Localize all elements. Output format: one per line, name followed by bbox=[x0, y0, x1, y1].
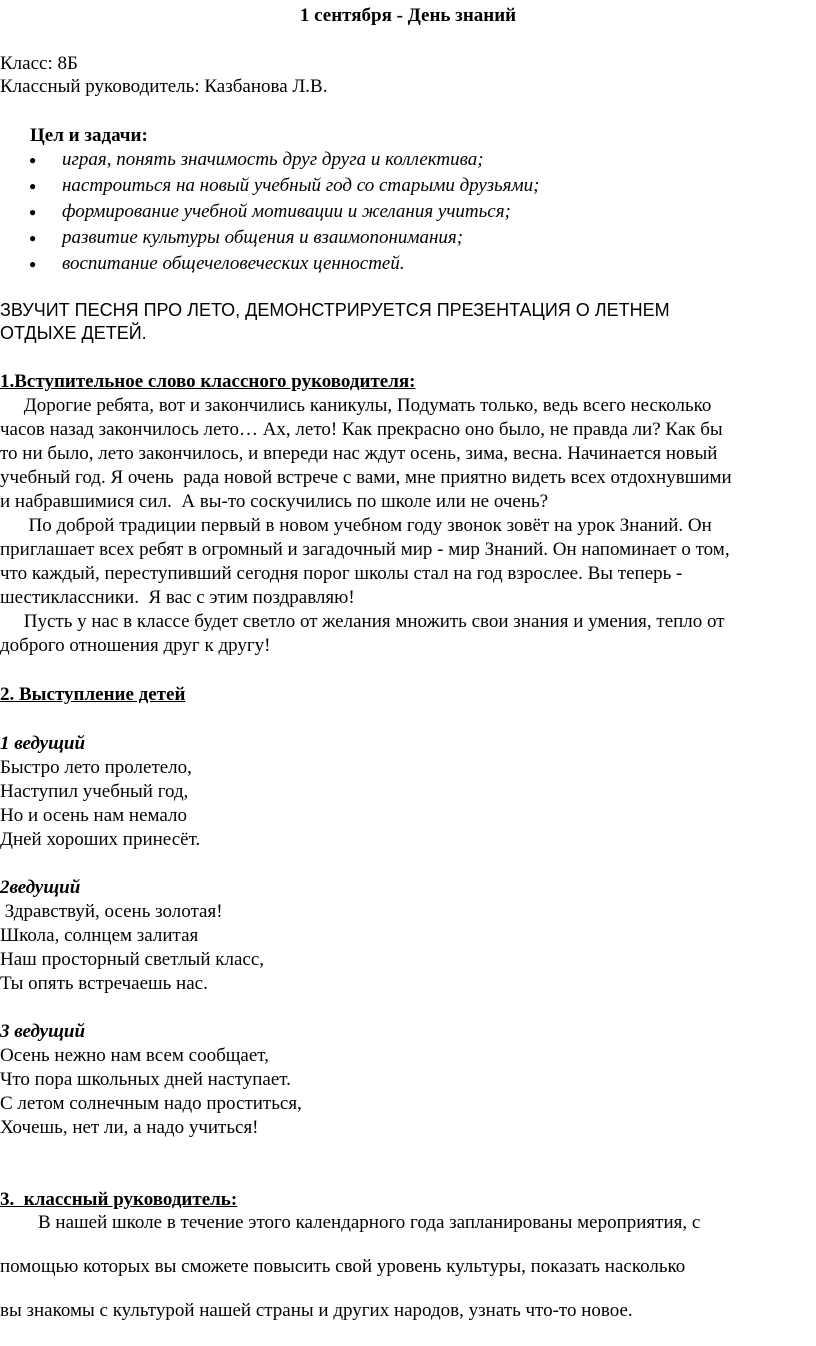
verse-line: С летом солнечным надо проститься, bbox=[0, 1093, 302, 1114]
paragraph-line: приглашает всех ребят в огромный и загадочный мир - мир Знаний. Он напоминает о том, bbox=[0, 539, 730, 560]
verse-line: Хочешь, нет ли, а надо учиться! bbox=[0, 1117, 259, 1138]
goals-heading: Цел и задачи: bbox=[30, 125, 148, 146]
paragraph-line: учебный год. Я очень рада новой встрече с вами, мне приятно видеть всех отдохнувшими bbox=[0, 467, 732, 488]
goal-item: настроиться на новый учебный год со старыми друзьями; bbox=[62, 175, 540, 196]
speaker-name: 2ведущий bbox=[0, 877, 81, 898]
paragraph-line: что каждый, переступивший сегодня порог школы стал на год взрослее. Вы теперь - bbox=[0, 563, 683, 584]
verse-line: Что пора школьных дней наступает. bbox=[0, 1069, 291, 1090]
goal-item: играя, понять значимость друг друга и коллектива; bbox=[62, 149, 484, 170]
paragraph-line: шестиклассники. Я вас с этим поздравляю! bbox=[0, 587, 355, 608]
speaker-name: 1 ведущий bbox=[0, 733, 86, 754]
verse-line: Дней хороших принесёт. bbox=[0, 829, 201, 850]
verse-line: Ты опять встречаешь нас. bbox=[0, 973, 208, 994]
bullet-icon: ● bbox=[29, 257, 37, 271]
verse-line: Быстро лето пролетело, bbox=[0, 757, 192, 778]
announcement-line: ОТДЫХЕ ДЕТЕЙ. bbox=[0, 323, 147, 343]
paragraph-line: и набравшимися сил. А вы-то соскучились по школе или не очень? bbox=[0, 491, 549, 512]
bullet-icon: ● bbox=[29, 179, 37, 193]
paragraph-line: доброго отношения друг к другу! bbox=[0, 635, 271, 656]
paragraph-line: то ни было, лето закончилось, и впереди нас ждут осень, зима, весна. Начинается новый bbox=[0, 443, 718, 464]
bullet-icon: ● bbox=[29, 153, 37, 167]
verse-line: Осень нежно нам всем сообщает, bbox=[0, 1045, 269, 1066]
bullet-icon: ● bbox=[29, 231, 37, 245]
goal-item: воспитание общечеловеческих ценностей. bbox=[62, 253, 405, 274]
paragraph-line: вы знакомы с культурой нашей страны и других народов, узнать что-то новое. bbox=[0, 1300, 633, 1321]
goal-item: развитие культуры общения и взаимопонимания; bbox=[62, 227, 464, 248]
verse-line: Но и осень нам немало bbox=[0, 805, 187, 826]
verse-line: Школа, солнцем залитая bbox=[0, 925, 199, 946]
verse-line: Наш просторный светлый класс, bbox=[0, 949, 264, 970]
document-title: 1 сентября - День знаний bbox=[299, 5, 517, 26]
paragraph-line: Дорогие ребята, вот и закончились каникулы, Подумать только, ведь всего несколько bbox=[0, 395, 712, 416]
paragraph-line: В нашей школе в течение этого календарного года запланированы мероприятия, с bbox=[0, 1212, 701, 1233]
paragraph-line: часов назад закончилось лето… Ах, лето! Как прекрасно оно было, не правда ли? Как бы bbox=[0, 419, 723, 440]
teacher-line: Классный руководитель: Казбанова Л.В. bbox=[0, 76, 328, 97]
bullet-icon: ● bbox=[29, 205, 37, 219]
announcement-line: ЗВУЧИТ ПЕСНЯ ПРО ЛЕТО, ДЕМОНСТРИРУЕТСЯ ПРЕЗЕНТАЦИЯ О ЛЕТНЕМ bbox=[0, 300, 670, 320]
section3-heading: 3. классный руководитель: bbox=[0, 1189, 238, 1210]
paragraph-line: помощью которых вы сможете повысить свой уровень культуры, показать насколько bbox=[0, 1256, 686, 1277]
section2-heading: 2. Выступление детей bbox=[0, 684, 186, 705]
speaker-name: 3 ведущий bbox=[0, 1021, 86, 1042]
verse-line: Здравствуй, осень золотая! bbox=[0, 901, 223, 922]
paragraph-line: По доброй традиции первый в новом учебном году звонок зовёт на урок Знаний. Он bbox=[0, 515, 712, 536]
section1-heading: 1.Вступительное слово классного руководителя: bbox=[0, 371, 416, 392]
class-line: Класс: 8Б bbox=[0, 53, 78, 74]
goal-item: формирование учебной мотивации и желания учиться; bbox=[62, 201, 511, 222]
verse-line: Наступил учебный год, bbox=[0, 781, 189, 802]
paragraph-line: Пусть у нас в классе будет светло от желания множить свои знания и умения, тепло от bbox=[0, 611, 725, 632]
